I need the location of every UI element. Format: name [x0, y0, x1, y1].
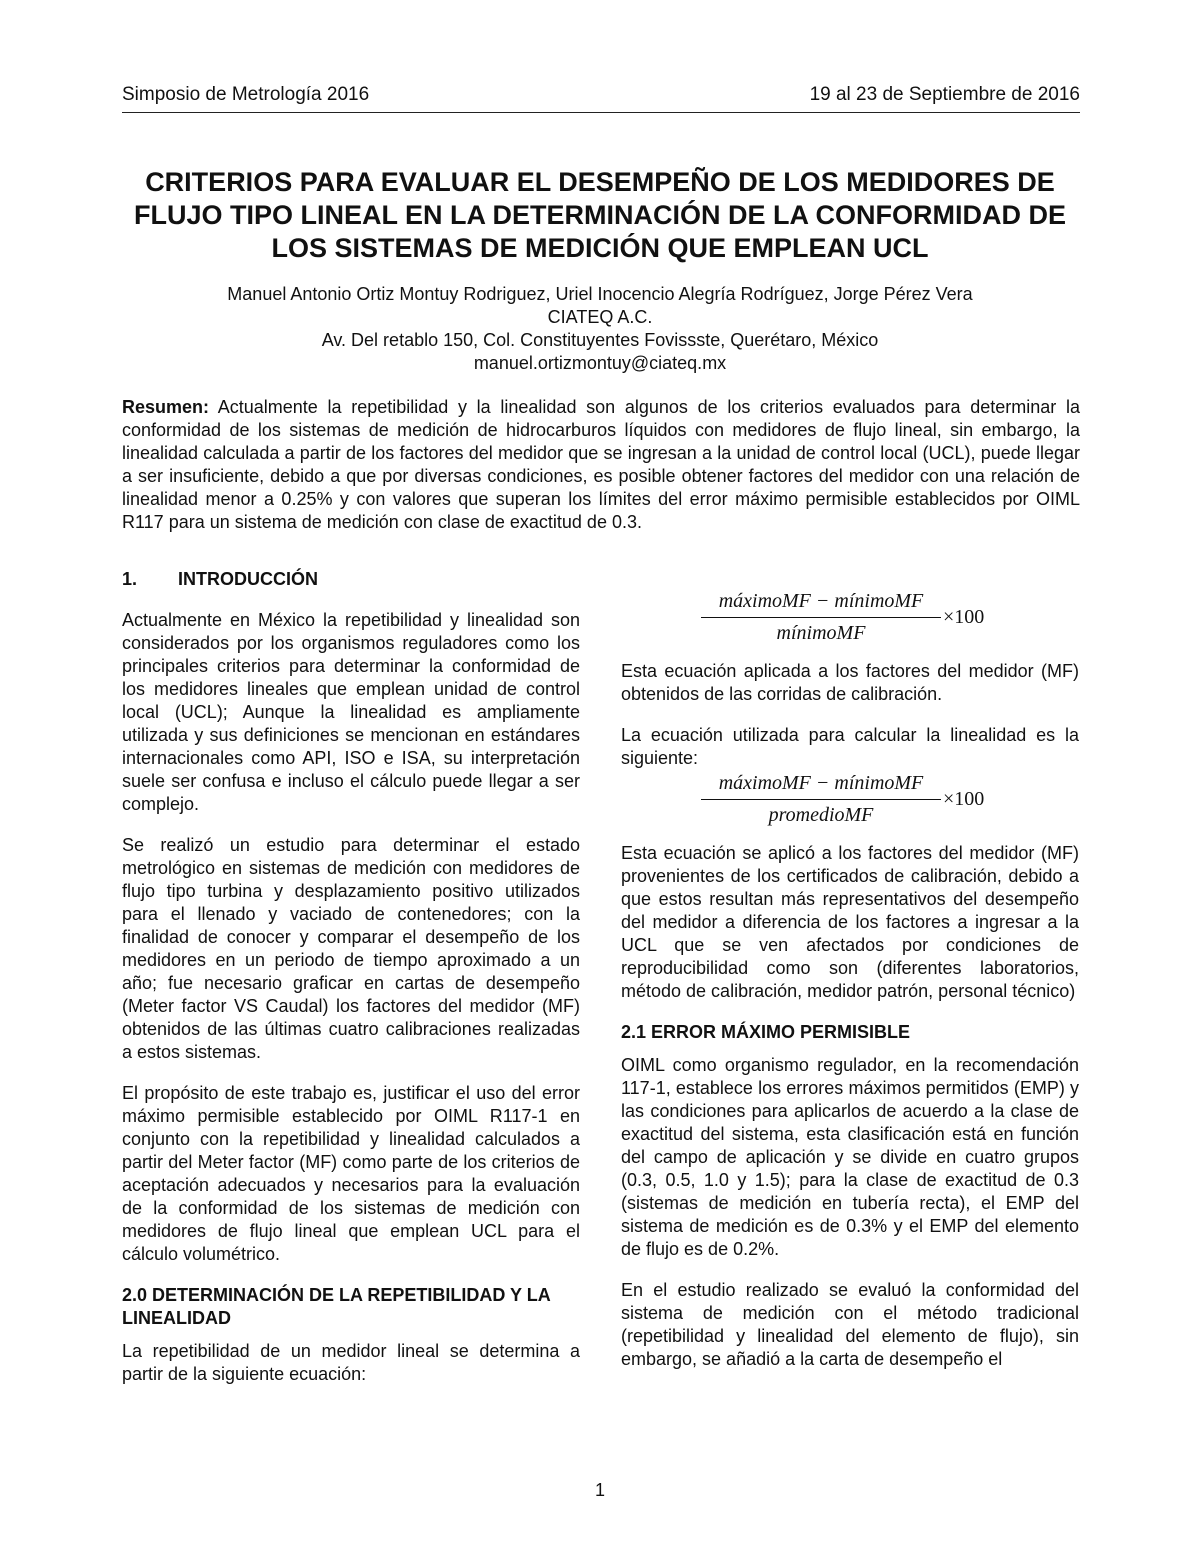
equation-denominator: promedioMF — [768, 804, 874, 826]
title-line: LOS SISTEMAS DE MEDICIÓN QUE EMPLEAN UCL — [271, 233, 929, 263]
title-line: FLUJO TIPO LINEAL EN LA DETERMINACIÓN DE LA CONFORMIDAD DE — [133, 200, 1066, 230]
section-heading-introduction — [122, 568, 580, 591]
section-heading-error-maximo: 2.1 ERROR MÁXIMO PERMISIBLE — [621, 1022, 911, 1042]
equation-numerator: máximoMF − mínimoMF — [718, 590, 924, 612]
paper-title — [100, 166, 1100, 265]
equation-denominator: mínimoMF — [776, 622, 866, 644]
paragraph: El propósito de este trabajo es, justificar el uso del error máximo permisible establecido por OIML R117-1 en conjunto con la repetibilidad y linealidad calculados a partir del Meter factor (MF) como parte de los criterios de aceptación adecuados y necesarios para la evaluación de la conformidad de los sistemas de medición con medidores de flujo lineal que emplean UCL para el cálculo volumétrico. — [122, 1083, 580, 1264]
email: manuel.ortizmontuy@ciateq.mx — [473, 353, 727, 373]
paragraph: En el estudio realizado se evaluó la conformidad del sistema de medición con el método tradicional (repetibilidad y linealidad del elemento de flujo), sin embargo, se añadió a la carta de desempeño el — [621, 1280, 1079, 1369]
header-dates: 19 al 23 de Septiembre de 2016 — [809, 84, 1080, 105]
paragraph: Se realizó un estudio para determinar el estado metrológico en sistemas de medición con medidores de flujo tipo turbina y desplazamiento positivo utilizados para el llenado y vaciado de contenedores; con la finalidad de conocer y comparar el desempeño de los medidores en un periodo de tiempo aproximado a un año; fue necesario graficar en cartas de desempeño (Meter factor VS Caudal) los factores del medidor (MF) obtenidos de las últimas cuatro calibraciones realizadas a estos sistemas. — [122, 835, 580, 1062]
abstract — [122, 396, 1080, 534]
right-column — [621, 590, 1079, 1389]
author-names: Manuel Antonio Ortiz Montuy Rodriguez, Uriel Inocencio Alegría Rodríguez, Jorge Pérez Vera — [227, 284, 973, 304]
equation-multiplier: ×100 — [943, 788, 985, 810]
institution: CIATEQ A.C. — [547, 307, 653, 327]
paragraph: Esta ecuación se aplicó a los factores del medidor (MF) provenientes de los certificados de calibración, debido a que estos resultan más representativos del desempeño del medidor a diferencia de los factores a ingresar a la UCL que se ven afectados por condiciones de reproducibilidad como son (diferentes laboratorios, método de calibración, medidor patrón, personal técnico) — [621, 843, 1079, 1001]
address: Av. Del retablo 150, Col. Constituyentes Fovissste, Querétaro, México — [321, 330, 879, 350]
abstract-label: Resumen: — [122, 397, 210, 417]
equation-numerator: máximoMF − mínimoMF — [718, 772, 924, 794]
running-header — [122, 82, 1080, 113]
equation-linealidad — [621, 772, 1079, 838]
left-column — [122, 568, 580, 1404]
paragraph: La repetibilidad de un medidor lineal se determina a partir de la siguiente ecuación: — [122, 1341, 580, 1384]
section-heading-repetibilidad: 2.0 DETERMINACIÓN DE LA REPETIBILIDAD Y LA LINEALIDAD — [122, 1285, 551, 1328]
paragraph: Actualmente en México la repetibilidad y linealidad son considerados por los organismos reguladores como los principales criterios para determinar la conformidad de los medidores lineales que emplean unidad de control local (UCL); Aunque la linealidad es ampliamente utilizada y sus definiciones se mencionan en estándares internacionales como API, ISO e ISA, su interpretación suele ser confusa e incluso el cálculo puede llegar a ser complejo. — [122, 610, 580, 814]
page-number: 1 — [594, 1480, 605, 1500]
title-line: CRITERIOS PARA EVALUAR EL DESEMPEÑO DE LOS MEDIDORES DE — [145, 167, 1055, 197]
paragraph: Esta ecuación aplicada a los factores del medidor (MF) obtenidos de las corridas de calibración. — [621, 661, 1079, 704]
paragraph: OIML como organismo regulador, en la recomendación 117-1, establece los errores máximos permitidos (EMP) y las condiciones para aplicarlos de acuerdo a la clase de exactitud del sistema, esta clasificación está en función del campo de aplicación y se divide en cuatro grupos (0.3, 0.5, 1.0 y 1.5); para la clase de exactitud de 0.3 (sistemas de medición en tubería recta), el EMP del sistema de medición es de 0.3% y el EMP del elemento de flujo es de 0.2%. — [621, 1055, 1079, 1259]
paragraph: La ecuación utilizada para calcular la linealidad es la siguiente: — [621, 725, 1079, 768]
equation-multiplier: ×100 — [943, 606, 985, 628]
equation-repetibilidad — [621, 590, 1079, 656]
author-block — [100, 283, 1100, 375]
section-title: INTRODUCCIÓN — [178, 569, 318, 589]
abstract-text: Actualmente la repetibilidad y la linealidad son algunos de los criterios evaluados para determinar la conformidad de los sistemas de medición de hidrocarburos líquidos con medidores de flujo lineal, sin embargo, la linealidad calculada a partir de los factores del medidor que se ingresan a la unidad de control local (UCL), puede llegar a ser insuficiente, debido a que por diversas condiciones, es posible obtener factores del medidor con una relación de linealidad menor a 0.25% y con valores que superan los límites del error máximo permisible establecidos por OIML R117 para un sistema de medición con clase de exactitud de 0.3. — [122, 397, 1081, 532]
section-number: 1. — [122, 569, 138, 589]
fraction-bar — [701, 617, 941, 618]
fraction-bar — [701, 799, 941, 800]
header-conference: Simposio de Metrología 2016 — [122, 84, 370, 105]
